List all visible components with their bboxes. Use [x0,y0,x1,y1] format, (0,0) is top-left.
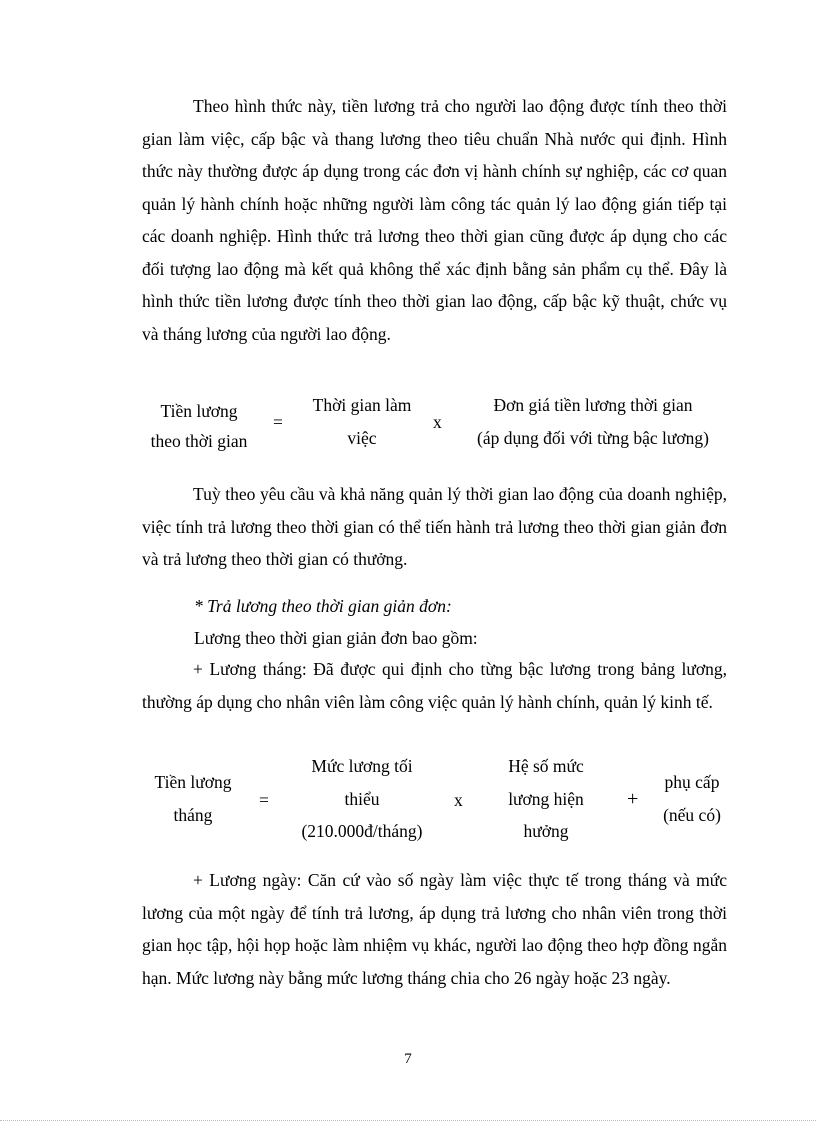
paragraph-monthly-wage: + Lương tháng: Đã được qui định cho từng bậc lương trong bảng lương, thường áp dụng cho nhân viên làm công việc quản lý hành chính, quản lý kinh tế. [142,659,727,712]
page-bottom-edge [0,1120,816,1121]
formula1-times: x [433,412,442,432]
formula2-plus: + [627,788,639,810]
formula1-lhs: Tiền lương theo thời gian [150,401,248,451]
formula2-term-coefficient: Hệ số mức lương hiện hưởng [508,756,584,841]
formula1-term-time: Thời gian làm việc [312,395,412,448]
paragraph-simple-includes: Lương theo thời gian giản đơn bao gồm: [194,628,478,648]
formula2-term-min-wage: Mức lương tối thiểu (210.000đ/tháng) [301,756,423,841]
formula2-lhs: Tiền lương tháng [154,772,232,825]
paragraph-time-based-pay: Theo hình thức này, tiền lương trả cho người lao động được tính theo thời gian làm việc, cấp bậc và thang lương theo tiêu chuẩn Nhà nước qui định. Hình thức này thường được áp dụng trong các đơn vị hành chính sự nghiệp, các cơ quan quản lý hành chính hoặc những người làm công tác quản lý lao động gián tiếp tại các doanh nghiệp. Hình thức trả lương theo thời gian cũng được áp dụng cho các đối tượng lao động mà kết quả không thể xác định bằng sản phẩm cụ thể. Đây là hình thức tiền lương được tính theo thời gian lao động, cấp bậc kỹ thuật, chức vụ và tháng lương của người lao động. [142,96,727,344]
formula1-equals: = [273,412,283,432]
formula2-equals: = [259,790,269,810]
formula2-term-allowance: phụ cấp (nếu có) [663,772,721,825]
formula1-term-rate: Đơn giá tiền lương thời gian (áp dụng đối với từng bậc lương) [477,395,709,448]
formula2-times: x [454,790,463,810]
page-number: 7 [404,1051,412,1067]
paragraph-time-pay-types: Tuỳ theo yêu cầu và khả năng quản lý thời gian lao động của doanh nghiệp, việc tính trả lương theo thời gian có thể tiến hành trả lương theo thời gian giản đơn và trả lương theo thời gian có thưởng. [142,484,727,569]
heading-simple-time-pay: * Trả lương theo thời gian giản đơn: [194,596,452,616]
paragraph-daily-wage: + Lương ngày: Căn cứ vào số ngày làm việc thực tế trong tháng và mức lương của một ngày để tính trả lương, áp dụng trả lương cho nhân viên trong thời gian học tập, hội họp hoặc làm nhiệm vụ khác, người lao động theo hợp đồng ngắn hạn. Mức lương này bằng mức lương tháng chia cho 26 ngày hoặc 23 ngày. [142,870,727,988]
